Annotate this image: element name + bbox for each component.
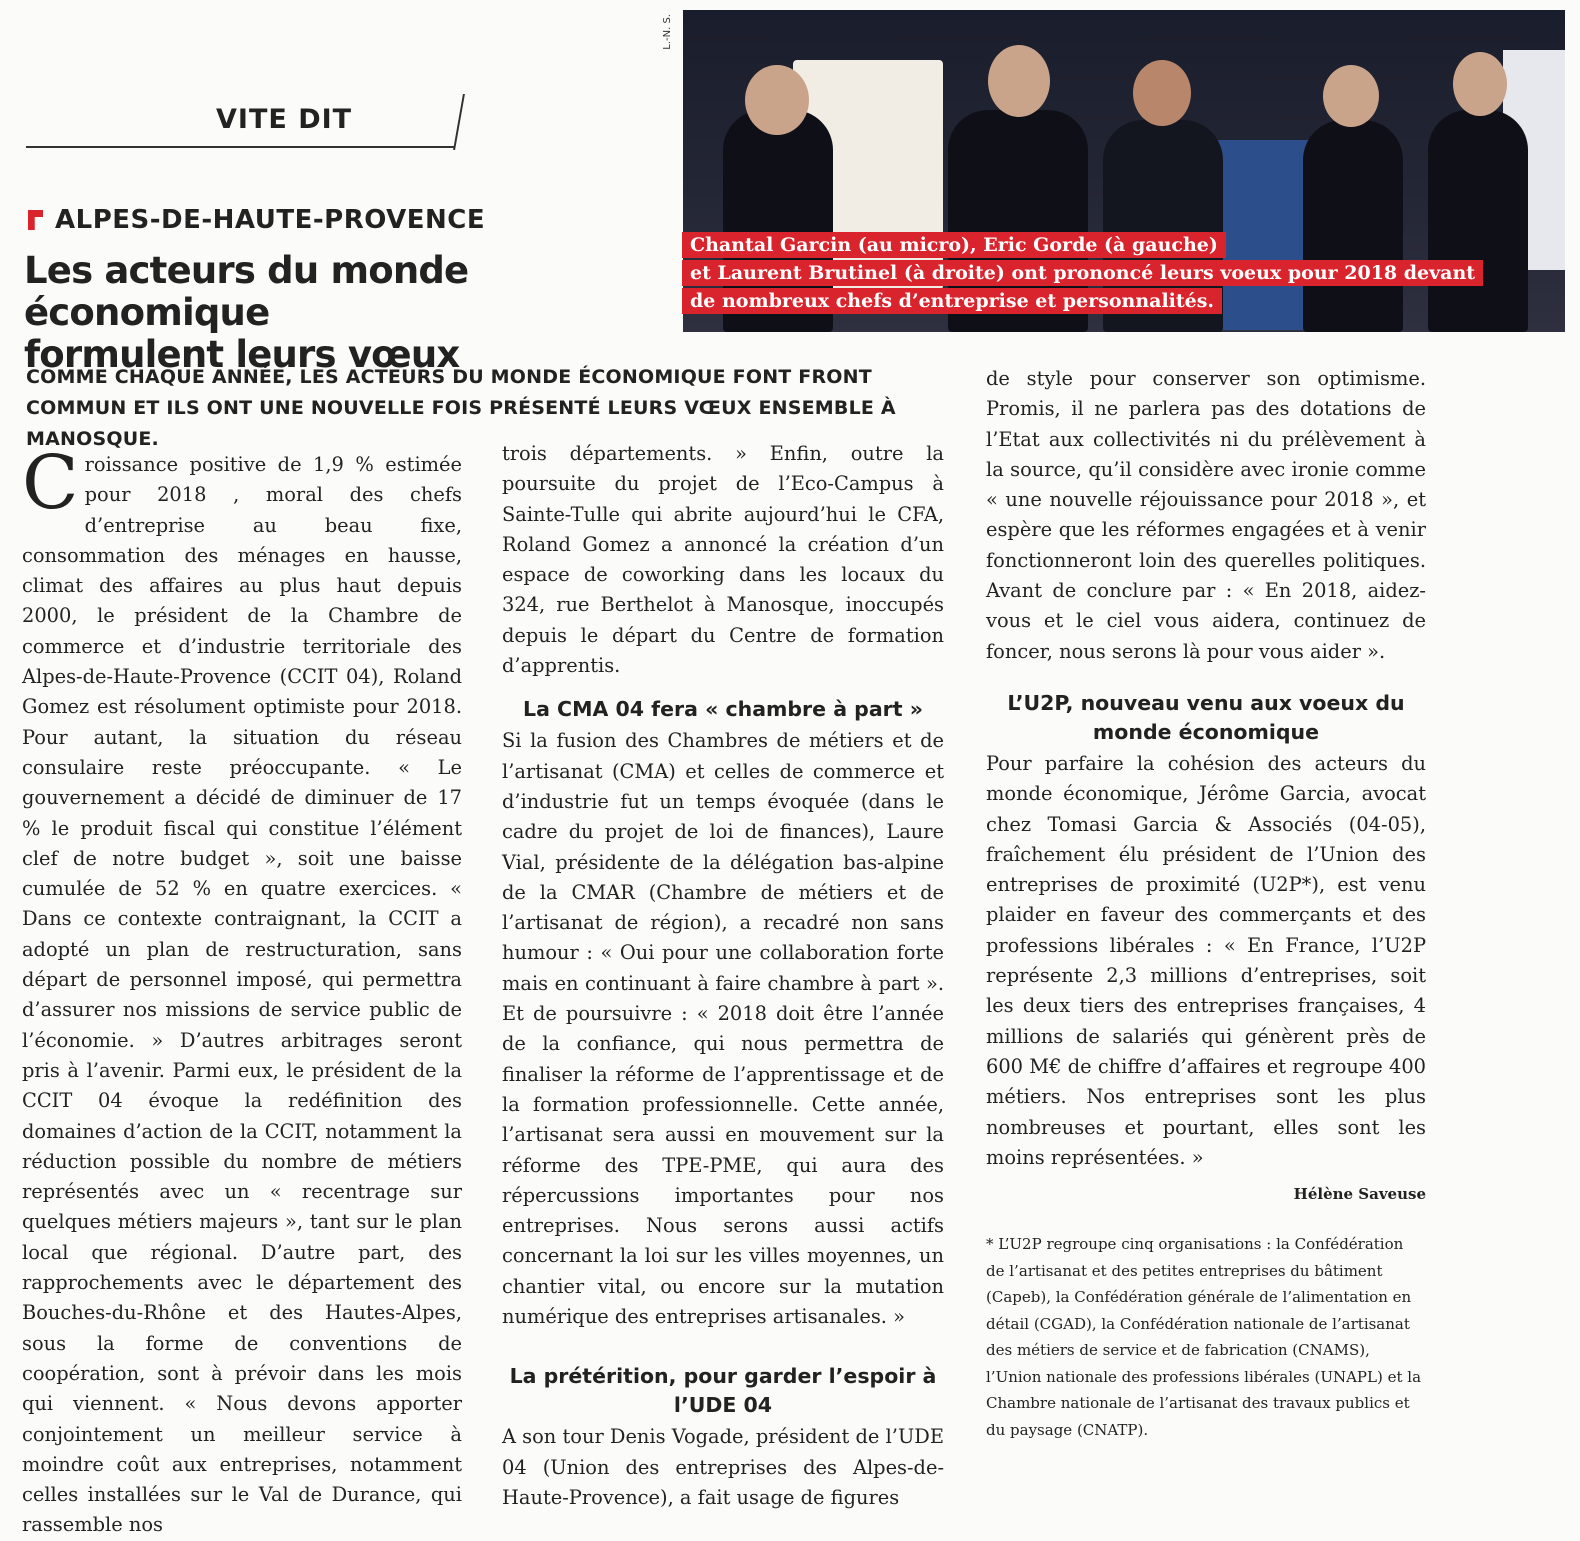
subheading-u2p: L’U2P, nouveau venu aux voeux du monde économique [1007, 690, 1405, 744]
photo-person-head [1133, 60, 1191, 126]
paragraph: A son tour Denis Vogade, président de l’UDE 04 (Union des entreprises des Alpes-de-Haute-Provence), a fait usage de figures [502, 1425, 944, 1509]
kicker-slash [453, 94, 465, 150]
kicker-rule [26, 146, 454, 148]
author-signature: Hélène Saveuse [1293, 1185, 1426, 1204]
paragraph: Si la fusion des Chambres de métiers et de l’artisanat (CMA) et celles de commerce et d’industrie fut un temps évoquée (dans le cadre du projet de loi de finances), Laure Vial, présidente de la délégation bas-alpine de la CMAR (Chambre de métiers et de l’artisanat de région), a recadré non sans humour : « Oui pour une collaboration forte mais en continuant à faire chambre à part ». Et de poursuivre : « 2018 doit être l’année de la confiance, qui nous permettra de finaliser la réforme de l’apprentissage et de la formation professionnelle. Cette année, l’artisanat sera aussi en mouvement sur la réforme des TPE-PME, qui aura des répercussions importantes pour nos entreprises. Nous serons aussi actifs concernant la loi sur les villes moyennes, un chantier vital, ou encore sur la mutation numérique des entreprises artisanales. » [502, 729, 944, 1329]
rubric-flag-icon [28, 210, 43, 230]
photo-person-head [745, 65, 809, 135]
caption-line: Chantal Garcin (au micro), Eric Gorde (à gauche) [682, 232, 1226, 258]
paragraph [22, 440, 462, 1541]
article-lead: COMME CHAQUE ANNÉE, LES ACTEURS DU MONDE ÉCONOMIQUE FONT FRONT COMMUN ET ILS ONT UNE NOUVELLE FOIS PRÉSENTÉ LEURS VŒUX ENSEMBLE À MANOSQUE. [26, 366, 896, 450]
paragraph-text: roissance positive de 1,9 % estimée pour 2018 , moral des chefs d’entreprise au beau fixe, consommation des ménages en hausse, climat des affaires au plus haut depuis 2000, le président de la Chambre de commerce et d’industrie territoriale des Alpes-de-Haute-Provence (CCIT 04), Roland Gomez est résolument optimiste pour 2018. Pour autant, la situation du réseau consulaire reste préoccupante. « Le gouvernement a décidé de diminuer de 17 % le produit fiscal qui constitue l’élément clef de notre budget », soit une baisse cumulée de 52 % en quatre exercices. « Dans ce contexte contraignant, la CCIT a adopté un plan de restructuration, sans départ de personnel imposé, qui permettra d’assurer nos missions de service public de l’économie. » D’autres arbitrages seront pris à l’avenir. Parmi eux, le président de la CCIT 04 évoque la redéfinition des domaines d’action de la CCIT, notamment la réduction possible du nombre de métiers représentés avec un « recentrage sur quelques métiers majeurs », tant sur le plan local que régional. D’autre part, des rapprochements avec le département des Bouches-du-Rhône et des Hautes-Alpes, sous la forme de conventions de coopération, sont à prévoir dans les mois qui viennent. « Nous devons apporter conjointement un meilleur service à moindre coût aux entreprises, notamment celles installées sur le Val de Durance, qui rassemble nos [22, 453, 462, 1537]
section-kicker [26, 90, 466, 148]
article-column-3 [986, 364, 1426, 1443]
drop-cap: C [22, 440, 79, 526]
caption-line: et Laurent Brutinel (à droite) ont prononcé leurs voeux pour 2018 devant [682, 260, 1483, 286]
article-column-1 [22, 440, 462, 1541]
photo-caption [682, 232, 1483, 316]
photo-person-head [1323, 65, 1379, 127]
rubric [28, 202, 485, 238]
subheading-ude: La prétérition, pour garder l’espoir à l’UDE 04 [509, 1364, 937, 1418]
article-column-2 [502, 439, 944, 1513]
paragraph: trois départements. » Enfin, outre la poursuite du projet de l’Eco-Campus à Sainte-Tulle qui abrite aujourd’hui le CFA, Roland Gomez a annoncé la création d’un espace de coworking dans les locaux du 324, rue Berthelot à Manosque, inoccupés depuis le départ du Centre de formation d’apprentis. [502, 442, 944, 678]
photo-credit: L.-N. S. [662, 14, 673, 50]
photo-person-head [988, 45, 1050, 117]
headline [24, 250, 664, 376]
subheading-cma: La CMA 04 fera « chambre à part » [523, 697, 923, 722]
headline-line-2: formulent leurs vœux [24, 333, 460, 376]
kicker-label: VITE DIT [216, 104, 353, 135]
footnote: * L’U2P regroupe cinq organisations : la Confédération de l’artisanat et des petites entreprises du bâtiment (Capeb), la Confédération générale de l’alimentation en détail (CGAD), la Confédération nationale de l’artisanat des métiers de service et de fabrication (CNAMS), l’Union nationale des professions libérales (UNAPL) et la Chambre nationale de l’artisanat des travaux publics et du paysage (CNATP). [986, 1235, 1422, 1439]
rubric-label: ALPES-DE-HAUTE-PROVENCE [55, 205, 486, 235]
paragraph: Pour parfaire la cohésion des acteurs du monde économique, Jérôme Garcia, avocat chez Tomasi Garcia & Associés (04-05), fraîchement élu président de l’Union des entreprises de proximité (U2P*), est venu plaider en faveur des commerçants et des professions libérales : « En France, l’U2P représente 2,3 millions d’entreprises, soit les deux tiers des entreprises françaises, 4 millions de salariés qui génèrent près de 600 M€ de chiffre d’affaires et regroupe 400 métiers. Nos entreprises sont les plus nombreuses et pourtant, elles sont les moins représentées. » [986, 751, 1426, 1169]
headline-line-1: Les acteurs du monde économique [24, 249, 469, 334]
caption-line: de nombreux chefs d’entreprise et personnalités. [682, 288, 1222, 314]
paragraph: de style pour conserver son optimisme. Promis, il ne parlera pas des dotations de l’Etat aux collectivités ni du prélèvement à la source, qu’il considère avec ironie comme « une nouvelle réjouissance pour 2018 », et espère que les réformes engagées et à venir fonctionneront loin des querelles politiques. Avant de conclure par : « En 2018, aidez-vous et le ciel vous aidera, continuez de foncer, nous serons là pour vous aider ». [986, 367, 1426, 663]
photo-person-head [1453, 52, 1507, 116]
